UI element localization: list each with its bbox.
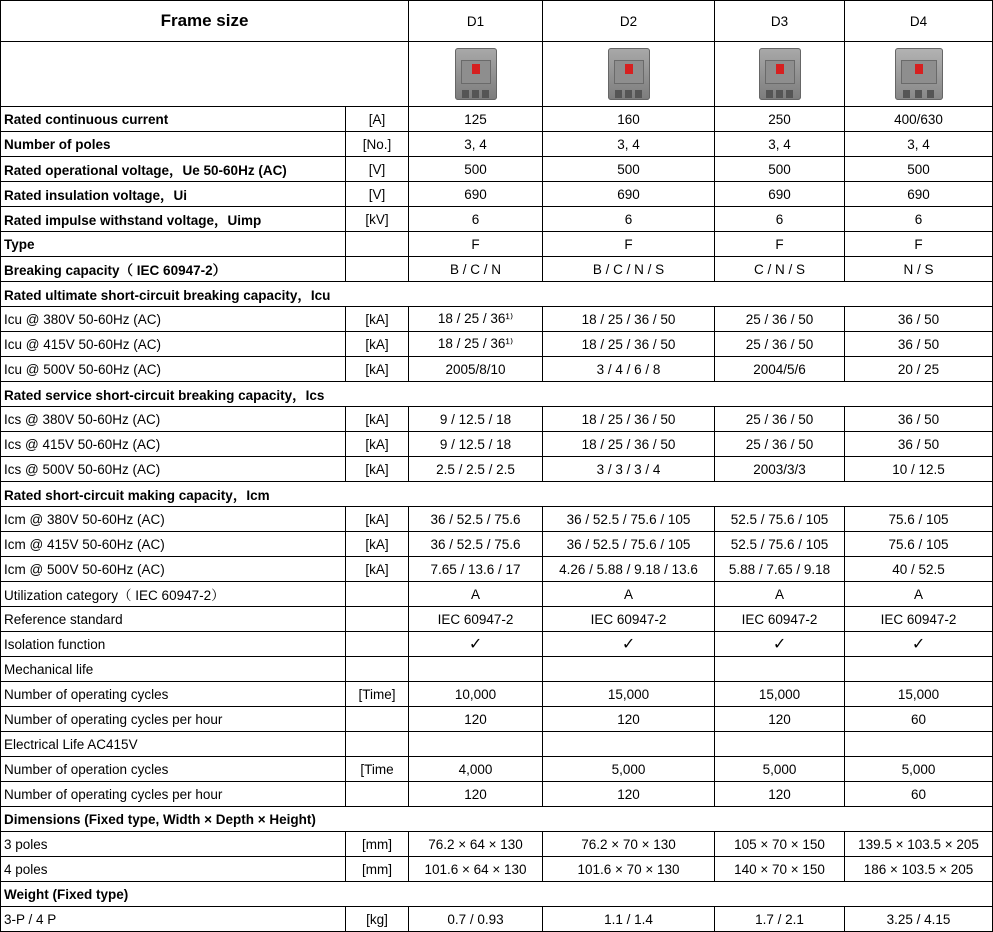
row-value: 15,000: [715, 682, 845, 707]
row-unit: [346, 257, 409, 282]
row-value: 3.25 / 4.15: [845, 907, 993, 932]
row-unit: [kA]: [346, 432, 409, 457]
row-value: 36 / 50: [845, 432, 993, 457]
table-row: [1, 207, 993, 232]
row-value: [543, 732, 715, 757]
row-label: Rated impulse withstand voltage，Uimp: [1, 207, 346, 232]
table-row: [1, 907, 993, 932]
row-value: 120: [409, 707, 543, 732]
frame-d2-label: D2: [543, 1, 715, 42]
row-label: Isolation function: [1, 632, 346, 657]
row-value: 36 / 52.5 / 75.6 / 105: [543, 532, 715, 557]
check-icon: ✓: [543, 632, 715, 657]
breaker-d4-icon: [895, 48, 943, 100]
row-value: IEC 60947-2: [715, 607, 845, 632]
row-value: 7.65 / 13.6 / 17: [409, 557, 543, 582]
row-unit: [kA]: [346, 507, 409, 532]
row-value: [409, 732, 543, 757]
table-row: [1, 332, 993, 357]
row-value: 40 / 52.5: [845, 557, 993, 582]
row-unit: [346, 732, 409, 757]
row-value: 500: [845, 157, 993, 182]
row-value: 101.6 × 64 × 130: [409, 857, 543, 882]
row-value: IEC 60947-2: [845, 607, 993, 632]
row-value: B / C / N / S: [543, 257, 715, 282]
row-unit: [kA]: [346, 332, 409, 357]
row-value: 10,000: [409, 682, 543, 707]
row-unit: [Time: [346, 757, 409, 782]
row-label: Number of operating cycles per hour: [1, 782, 346, 807]
row-value: 2004/5/6: [715, 357, 845, 382]
row-value: 25 / 36 / 50: [715, 307, 845, 332]
row-value: 52.5 / 75.6 / 105: [715, 507, 845, 532]
row-label: Icm @ 500V 50-60Hz (AC): [1, 557, 346, 582]
row-value: 2005/8/10: [409, 357, 543, 382]
row-value: F: [543, 232, 715, 257]
row-value: 0.7 / 0.93: [409, 907, 543, 932]
row-unit: [A]: [346, 107, 409, 132]
row-value: 36 / 50: [845, 332, 993, 357]
breaker-d1-icon: [455, 48, 497, 100]
check-icon: ✓: [715, 632, 845, 657]
row-value: 120: [715, 707, 845, 732]
row-label: Number of operating cycles: [1, 682, 346, 707]
table-row: [1, 307, 993, 332]
table-row: [1, 432, 993, 457]
check-icon: ✓: [845, 632, 993, 657]
row-value: 4,000: [409, 757, 543, 782]
row-label: Rated operational voltage，Ue 50-60Hz (AC): [1, 157, 346, 182]
frame-d3-label: D3: [715, 1, 845, 42]
row-value: [715, 657, 845, 682]
row-label: Number of operation cycles: [1, 757, 346, 782]
row-unit: [kg]: [346, 907, 409, 932]
row-value: N / S: [845, 257, 993, 282]
row-value: 6: [543, 207, 715, 232]
section-title: Rated service short-circuit breaking capacity，Ics: [1, 382, 993, 407]
table-row: [1, 457, 993, 482]
table-row: [1, 407, 993, 432]
table-row: [1, 657, 993, 682]
row-value: 60: [845, 707, 993, 732]
row-value: 4.26 / 5.88 / 9.18 / 13.6: [543, 557, 715, 582]
row-unit: [V]: [346, 157, 409, 182]
row-value: 690: [845, 182, 993, 207]
section-title: Weight (Fixed type): [1, 882, 993, 907]
row-label: Ics @ 500V 50-60Hz (AC): [1, 457, 346, 482]
row-value: 2003/3/3: [715, 457, 845, 482]
row-unit: [kV]: [346, 207, 409, 232]
breaker-d1-cell: [409, 42, 543, 107]
row-value: 690: [715, 182, 845, 207]
table-row: [1, 707, 993, 732]
table-row: [1, 507, 993, 532]
table-row: [1, 682, 993, 707]
row-label: Type: [1, 232, 346, 257]
table-row: [1, 357, 993, 382]
row-label: 4 poles: [1, 857, 346, 882]
row-value: A: [845, 582, 993, 607]
row-value: 9 / 12.5 / 18: [409, 407, 543, 432]
row-unit: [346, 582, 409, 607]
row-value: 52.5 / 75.6 / 105: [715, 532, 845, 557]
row-value: 15,000: [845, 682, 993, 707]
row-unit: [346, 607, 409, 632]
table-row: [1, 832, 993, 857]
row-value: 2.5 / 2.5 / 2.5: [409, 457, 543, 482]
row-label: 3 poles: [1, 832, 346, 857]
row-unit: [kA]: [346, 357, 409, 382]
row-value: 500: [409, 157, 543, 182]
row-label: Rated continuous current: [1, 107, 346, 132]
section-row: [1, 882, 993, 907]
row-value: 101.6 × 70 × 130: [543, 857, 715, 882]
row-unit: [kA]: [346, 307, 409, 332]
breaker-d4-cell: [845, 42, 993, 107]
row-value: 1.1 / 1.4: [543, 907, 715, 932]
row-value: C / N / S: [715, 257, 845, 282]
row-label: Number of poles: [1, 132, 346, 157]
row-label: Rated insulation voltage，Ui: [1, 182, 346, 207]
row-value: [543, 657, 715, 682]
row-unit: [346, 632, 409, 657]
row-value: 690: [543, 182, 715, 207]
row-value: 76.2 × 64 × 130: [409, 832, 543, 857]
row-value: 250: [715, 107, 845, 132]
table-row: [1, 782, 993, 807]
row-label: 3-P / 4 P: [1, 907, 346, 932]
breaker-d2-cell: [543, 42, 715, 107]
row-value: 36 / 52.5 / 75.6: [409, 507, 543, 532]
row-value: 160: [543, 107, 715, 132]
frame-d1-label: D1: [409, 1, 543, 42]
row-value: 140 × 70 × 150: [715, 857, 845, 882]
table-row: [1, 557, 993, 582]
table-row: [1, 732, 993, 757]
row-value: [715, 732, 845, 757]
row-value: 25 / 36 / 50: [715, 432, 845, 457]
header-row: [1, 1, 993, 42]
row-value: 18 / 25 / 36 / 50: [543, 407, 715, 432]
breaker-d2-icon: [608, 48, 650, 100]
row-label: Icm @ 415V 50-60Hz (AC): [1, 532, 346, 557]
section-title: Rated ultimate short-circuit breaking capacity，Icu: [1, 282, 993, 307]
table-row: [1, 232, 993, 257]
breaker-d3-cell: [715, 42, 845, 107]
row-label: Ics @ 415V 50-60Hz (AC): [1, 432, 346, 457]
frame-d4-label: D4: [845, 1, 993, 42]
row-value: 3, 4: [845, 132, 993, 157]
row-label: Mechanical life: [1, 657, 346, 682]
row-value: 120: [409, 782, 543, 807]
row-value: 18 / 25 / 36 / 50: [543, 332, 715, 357]
section-row: [1, 807, 993, 832]
row-value: 6: [409, 207, 543, 232]
row-value: 75.6 / 105: [845, 507, 993, 532]
row-value: 105 × 70 × 150: [715, 832, 845, 857]
row-value: 36 / 50: [845, 407, 993, 432]
row-value: 18 / 25 / 36¹⁾: [409, 307, 543, 332]
table-row: [1, 632, 993, 657]
row-unit: [kA]: [346, 457, 409, 482]
row-value: 5,000: [543, 757, 715, 782]
row-label: Icu @ 415V 50-60Hz (AC): [1, 332, 346, 357]
row-unit: [No.]: [346, 132, 409, 157]
table-row: [1, 757, 993, 782]
row-unit: [mm]: [346, 857, 409, 882]
row-value: 3, 4: [715, 132, 845, 157]
section-title: Dimensions (Fixed type, Width × Depth × Height): [1, 807, 993, 832]
row-label: Reference standard: [1, 607, 346, 632]
row-value: [409, 657, 543, 682]
row-value: 9 / 12.5 / 18: [409, 432, 543, 457]
row-label: Utilization category（ IEC 60947-2）: [1, 582, 346, 607]
row-unit: [346, 707, 409, 732]
table-row: [1, 857, 993, 882]
row-value: 25 / 36 / 50: [715, 407, 845, 432]
row-value: [845, 657, 993, 682]
table-row: [1, 132, 993, 157]
row-value: 25 / 36 / 50: [715, 332, 845, 357]
row-value: 120: [715, 782, 845, 807]
row-value: A: [543, 582, 715, 607]
row-value: 36 / 52.5 / 75.6 / 105: [543, 507, 715, 532]
section-title: Rated short-circuit making capacity，Icm: [1, 482, 993, 507]
table-row: [1, 182, 993, 207]
row-unit: [kA]: [346, 407, 409, 432]
row-value: B / C / N: [409, 257, 543, 282]
table-row: [1, 607, 993, 632]
row-value: 18 / 25 / 36 / 50: [543, 432, 715, 457]
row-value: 690: [409, 182, 543, 207]
row-value: 6: [715, 207, 845, 232]
row-value: 36 / 52.5 / 75.6: [409, 532, 543, 557]
row-value: 3 / 4 / 6 / 8: [543, 357, 715, 382]
table-row: [1, 257, 993, 282]
row-value: IEC 60947-2: [543, 607, 715, 632]
row-value: 76.2 × 70 × 130: [543, 832, 715, 857]
row-value: 3, 4: [543, 132, 715, 157]
row-value: 400/630: [845, 107, 993, 132]
row-unit: [kA]: [346, 557, 409, 582]
breaker-d3-icon: [759, 48, 801, 100]
row-value: 75.6 / 105: [845, 532, 993, 557]
row-value: 500: [543, 157, 715, 182]
row-value: 3 / 3 / 3 / 4: [543, 457, 715, 482]
row-unit: [346, 657, 409, 682]
row-value: 10 / 12.5: [845, 457, 993, 482]
row-value: A: [409, 582, 543, 607]
row-value: 120: [543, 782, 715, 807]
frame-size-label: Frame size: [1, 1, 409, 42]
table-row: [1, 107, 993, 132]
image-row: [1, 42, 993, 107]
row-value: 139.5 × 103.5 × 205: [845, 832, 993, 857]
row-label: Icm @ 380V 50-60Hz (AC): [1, 507, 346, 532]
table-row: [1, 532, 993, 557]
row-value: 60: [845, 782, 993, 807]
row-label: Number of operating cycles per hour: [1, 707, 346, 732]
row-value: 125: [409, 107, 543, 132]
row-label: Icu @ 380V 50-60Hz (AC): [1, 307, 346, 332]
row-value: F: [409, 232, 543, 257]
row-unit: [346, 232, 409, 257]
row-unit: [mm]: [346, 832, 409, 857]
table-row: [1, 582, 993, 607]
section-row: [1, 382, 993, 407]
row-value: 36 / 50: [845, 307, 993, 332]
row-value: 5.88 / 7.65 / 9.18: [715, 557, 845, 582]
check-icon: ✓: [409, 632, 543, 657]
row-unit: [346, 782, 409, 807]
row-label: Electrical Life AC415V: [1, 732, 346, 757]
row-value: 18 / 25 / 36 / 50: [543, 307, 715, 332]
row-value: 6: [845, 207, 993, 232]
row-value: 1.7 / 2.1: [715, 907, 845, 932]
section-row: [1, 482, 993, 507]
row-unit: [kA]: [346, 532, 409, 557]
row-value: 5,000: [845, 757, 993, 782]
row-value: 3, 4: [409, 132, 543, 157]
row-value: IEC 60947-2: [409, 607, 543, 632]
table-row: [1, 157, 993, 182]
row-value: F: [845, 232, 993, 257]
row-value: 5,000: [715, 757, 845, 782]
row-label: Breaking capacity（ IEC 60947-2）: [1, 257, 346, 282]
row-label: Ics @ 380V 50-60Hz (AC): [1, 407, 346, 432]
row-value: [845, 732, 993, 757]
row-value: 20 / 25: [845, 357, 993, 382]
row-unit: [V]: [346, 182, 409, 207]
row-value: A: [715, 582, 845, 607]
row-unit: [Time]: [346, 682, 409, 707]
row-value: 18 / 25 / 36¹⁾: [409, 332, 543, 357]
row-value: 15,000: [543, 682, 715, 707]
row-value: 500: [715, 157, 845, 182]
image-row-blank: [1, 42, 409, 107]
row-label: Icu @ 500V 50-60Hz (AC): [1, 357, 346, 382]
row-value: 186 × 103.5 × 205: [845, 857, 993, 882]
section-row: [1, 282, 993, 307]
row-value: F: [715, 232, 845, 257]
row-value: 120: [543, 707, 715, 732]
